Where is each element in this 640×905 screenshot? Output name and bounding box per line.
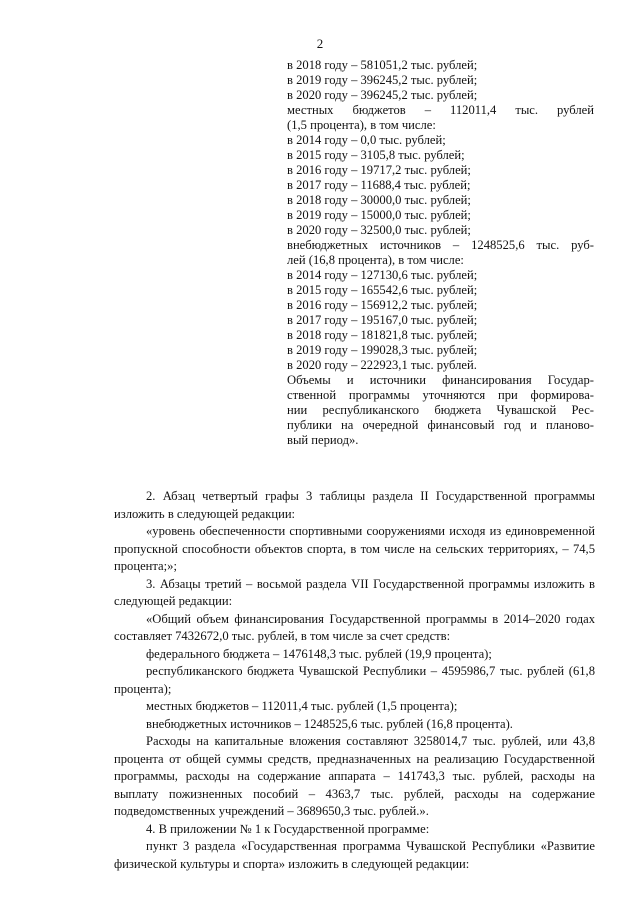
column-line: в 2020 году – 222923,1 тыс. рублей. bbox=[287, 358, 477, 372]
column-line: в 2019 году – 396245,2 тыс. рублей; bbox=[287, 73, 478, 87]
column-line: в 2015 году – 165542,6 тыс. рублей; bbox=[287, 283, 478, 297]
column-line: ственной программы уточняются при формирова- bbox=[287, 388, 594, 402]
column-line: вый период». bbox=[287, 433, 359, 447]
column-line: в 2020 году – 396245,2 тыс. рублей; bbox=[287, 88, 478, 102]
body-paragraph: пункт 3 раздела «Государственная программа Чувашской Республики «Развитие физической культуры и спорта» изложить в следующей редакции: bbox=[114, 839, 595, 871]
column-line: нии республиканского бюджета Чувашской Рес- bbox=[287, 403, 594, 417]
financing-column bbox=[287, 58, 594, 448]
body-paragraph: внебюджетных источников – 1248525,6 тыс. рублей (16,8 процента). bbox=[146, 716, 513, 731]
body-paragraph: местных бюджетов – 112011,4 тыс. рублей (1,5 процента); bbox=[146, 699, 458, 713]
body-paragraph: 4. В приложении № 1 к Государственной программе: bbox=[146, 821, 430, 836]
body-paragraph: «Общий объем финансирования Государственной программы в 2014–2020 годах составляет 7432672,0 тыс. рублей, в том числе за счет средств: bbox=[114, 611, 595, 643]
column-line: Объемы и источники финансирования Государ- bbox=[287, 373, 594, 387]
column-line: внебюджетных источников – 1248525,6 тыс. руб- bbox=[287, 238, 594, 252]
body-paragraph: 2. Абзац четвертый графы 3 таблицы раздела II Государственной программы изложить в следующей редакции: bbox=[114, 489, 595, 521]
column-line: публики на очередной финансовый год и планово- bbox=[287, 418, 594, 432]
column-line: лей (16,8 процента), в том числе: bbox=[287, 253, 464, 267]
column-line: (1,5 процента), в том числе: bbox=[287, 118, 436, 132]
column-line: в 2017 году – 11688,4 тыс. рублей; bbox=[287, 178, 471, 192]
column-line: в 2018 году – 30000,0 тыс. рублей; bbox=[287, 193, 471, 207]
column-line: в 2016 году – 19717,2 тыс. рублей; bbox=[287, 163, 471, 177]
body-paragraph: федерального бюджета – 1476148,3 тыс. рублей (19,9 процента); bbox=[146, 646, 492, 661]
body-paragraph: республиканского бюджета Чувашской Республики – 4595986,7 тыс. рублей (61,8 процента); bbox=[114, 664, 595, 696]
column-line: в 2019 году – 199028,3 тыс. рублей; bbox=[287, 343, 478, 357]
column-line: в 2018 году – 581051,2 тыс. рублей; bbox=[287, 58, 478, 72]
body-paragraph: «уровень обеспеченности спортивными сооружениями исходя из единовременной пропускной способности объектов спорта, в том числе на сельских территориях, – 74,5 процента;»; bbox=[114, 524, 595, 573]
body-paragraph: 3. Абзацы третий – восьмой раздела VII Государственной программы изложить в следующей редакции: bbox=[114, 576, 595, 608]
column-line: в 2020 году – 32500,0 тыс. рублей; bbox=[287, 223, 471, 237]
column-line: местных бюджетов – 112011,4 тыс. рублей bbox=[287, 103, 594, 117]
column-line: в 2018 году – 181821,8 тыс. рублей; bbox=[287, 328, 478, 342]
body-paragraph: Расходы на капитальные вложения составляют 3258014,7 тыс. рублей, или 43,8 процента от общей суммы средств, предназначенных на реализацию Государственной программы, расходы на содержание аппарата – 141743,3 тыс. рублей, расходы на выплату пожизненных пособий – 4363,7 тыс. рублей, расходы на содержание подведомственных учреждений – 3689650,3 тыс. рублей.». bbox=[114, 734, 595, 818]
page-number: 2 bbox=[316, 36, 324, 51]
column-line: в 2014 году – 127130,6 тыс. рублей; bbox=[287, 268, 478, 282]
column-line: в 2014 году – 0,0 тыс. рублей; bbox=[287, 133, 446, 147]
column-line: в 2015 году – 3105,8 тыс. рублей; bbox=[287, 148, 465, 162]
document-body bbox=[114, 488, 595, 873]
column-line: в 2017 году – 195167,0 тыс. рублей; bbox=[287, 313, 478, 327]
column-line: в 2016 году – 156912,2 тыс. рублей; bbox=[287, 298, 478, 312]
column-line: в 2019 году – 15000,0 тыс. рублей; bbox=[287, 208, 471, 222]
